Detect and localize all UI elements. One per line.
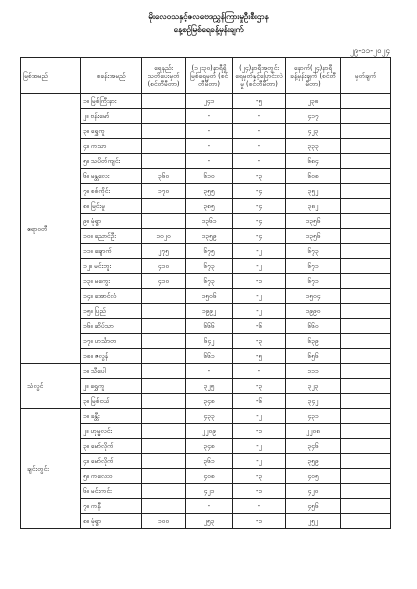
cell-today: ၄၃၃: [186, 409, 233, 424]
cell-station: ၄။ ကသာ: [81, 139, 142, 154]
cell-remark: [341, 304, 391, 319]
cell-today: ၁၉၉၂: [186, 304, 233, 319]
cell-danger: [142, 109, 186, 124]
cell-forecast: ၃၅၉: [286, 454, 341, 469]
cell-remark: [341, 169, 391, 184]
cell-forecast: ၁၉၉၀: [286, 304, 341, 319]
cell-danger: ၁၀၂၀: [142, 229, 186, 244]
document-title: မိုးလေဝသနှင့်ဇလဗေဒညွှန်ကြားမှုဦးစီးဌာန: [148, 12, 269, 21]
cell-change: -၂: [233, 304, 286, 319]
cell-station: ၃။ ရွှေကူ: [81, 124, 142, 139]
cell-forecast: ၆၇၃: [286, 244, 341, 259]
cell-danger: [142, 304, 186, 319]
cell-forecast: ၂၅၂: [286, 514, 341, 529]
cell-danger: ၁၀၀: [142, 514, 186, 529]
cell-today: -: [186, 109, 233, 124]
cell-forecast: ၃၂၃: [286, 379, 341, 394]
cell-change: -၂: [233, 454, 286, 469]
cell-change: -၆: [233, 394, 286, 409]
river-name: ချင်းတွင်း: [21, 409, 81, 529]
cell-station: ၁၈။ ဇလွန်: [81, 349, 142, 364]
cell-change: -၃: [233, 469, 286, 484]
cell-forecast: ၁၁၁: [286, 364, 341, 379]
cell-today: ၂၄၁: [186, 94, 233, 109]
cell-change: -၄: [233, 199, 286, 214]
cell-change: -၄: [233, 184, 286, 199]
cell-remark: [341, 394, 391, 409]
cell-station: ၈။ မြင်းမူ: [81, 199, 142, 214]
cell-remark: [341, 409, 391, 424]
cell-change: -၂: [233, 244, 286, 259]
cell-forecast: ၆၆၀: [286, 319, 341, 334]
cell-danger: ၄၁၀: [142, 259, 186, 274]
cell-danger: [142, 154, 186, 169]
cell-forecast: ၆၀၈: [286, 169, 341, 184]
cell-change: -: [233, 109, 286, 124]
cell-today: ၆၄၂: [186, 334, 233, 349]
cell-remark: [341, 469, 391, 484]
cell-danger: [142, 499, 186, 514]
table-row: [21, 94, 391, 109]
cell-remark: [341, 124, 391, 139]
cell-today: ၃၅၅: [186, 184, 233, 199]
cell-danger: ၄၁၀: [142, 274, 186, 289]
cell-danger: [142, 334, 186, 349]
cell-station: ၅။ သပိတ်ကျင်း: [81, 154, 142, 169]
cell-danger: [142, 454, 186, 469]
cell-forecast: ၃၅၂: [286, 184, 341, 199]
cell-danger: [142, 379, 186, 394]
cell-today: -: [186, 139, 233, 154]
cell-change: -၁: [233, 274, 286, 289]
cell-change: -၅: [233, 94, 286, 109]
cell-station: ၃။ မော်လိုက်: [81, 439, 142, 454]
cell-remark: [341, 94, 391, 109]
cell-today: ၃၂၅: [186, 379, 233, 394]
cell-remark: [341, 274, 391, 289]
cell-station: ၁၇။ ဟင်္သာတ: [81, 334, 142, 349]
cell-station: ၁၃။ မကွေး: [81, 274, 142, 289]
cell-station: ၈။ မုံရွာ: [81, 514, 142, 529]
cell-station: ၂။ ဟုမ္မလင်း: [81, 424, 142, 439]
cell-danger: [142, 469, 186, 484]
cell-station: ၂။ ရွှေကူ: [81, 379, 142, 394]
cell-danger: [142, 439, 186, 454]
cell-forecast: ၄၅၆: [286, 499, 341, 514]
cell-station: ၁၁။ ချောက်: [81, 244, 142, 259]
cell-station: ၁၀။ ညောင်ဦး: [81, 229, 142, 244]
cell-remark: [341, 244, 391, 259]
report-date: ၂၉-၁၁-၂၀၂၄: [349, 46, 390, 55]
cell-today: ၁၃၆၁: [186, 214, 233, 229]
cell-change: -၃: [233, 334, 286, 349]
cell-change: -၅: [233, 349, 286, 364]
cell-today: ၁၃၅၉: [186, 229, 233, 244]
cell-station: ၁၂။ မင်းဘူး: [81, 259, 142, 274]
cell-forecast: ၂၂၀၈: [286, 424, 341, 439]
cell-today: -: [186, 154, 233, 169]
cell-danger: [142, 94, 186, 109]
cell-forecast: ၆၅၆: [286, 349, 341, 364]
cell-remark: [341, 154, 391, 169]
header-station: စခန်းအမည်: [81, 58, 142, 94]
cell-change: -၁: [233, 514, 286, 529]
cell-today: ၆၁၀: [186, 169, 233, 184]
cell-danger: ၃၆၀: [142, 169, 186, 184]
cell-forecast: ၂၃၈: [286, 94, 341, 109]
cell-today: -: [186, 124, 233, 139]
cell-forecast: ၄၀၅: [286, 469, 341, 484]
cell-change: -: [233, 154, 286, 169]
cell-today: -: [186, 364, 233, 379]
cell-station: ၆။ မန္တလေး: [81, 169, 142, 184]
cell-today: ၂၂၀၉: [186, 424, 233, 439]
cell-forecast: ၄၂၃: [286, 124, 341, 139]
cell-today: -: [186, 499, 233, 514]
cell-forecast: ၄၃၁: [286, 409, 341, 424]
cell-danger: [142, 484, 186, 499]
river-name: သံလွင်: [21, 364, 81, 409]
header-current-level: (၁၂း၃၀)နာရီရှိ မြစ်ရေမှတ် (စင်တီမီတာ): [186, 58, 233, 94]
cell-remark: [341, 379, 391, 394]
cell-station: ၁။ မြစ်ကြီးနား: [81, 94, 142, 109]
cell-danger: [142, 214, 186, 229]
header-change: (၂၄)နာရီအတွင်း ရေမှတ်နှင့်ပြောင်းလဲမှု (စင်တီမီတာ): [233, 58, 286, 94]
cell-remark: [341, 334, 391, 349]
cell-danger: ၂၇၅: [142, 244, 186, 259]
cell-danger: [142, 364, 186, 379]
cell-station: ၇။ ကနီ: [81, 499, 142, 514]
cell-change: -၄: [233, 214, 286, 229]
cell-today: ၆၇၃: [186, 274, 233, 289]
cell-danger: [142, 319, 186, 334]
cell-danger: [142, 199, 186, 214]
cell-forecast: ၃၈၂: [286, 199, 341, 214]
header-danger-level: ရေနည်းသတိပေးမှတ် (စင်တီမီတာ): [142, 58, 186, 94]
cell-remark: [341, 139, 391, 154]
cell-remark: [341, 499, 391, 514]
cell-danger: ၁၇၀: [142, 184, 186, 199]
cell-forecast: ၃၄၆: [286, 439, 341, 454]
cell-forecast: ၆၇၁: [286, 259, 341, 274]
cell-forecast: ၁၅၀၄: [286, 289, 341, 304]
cell-danger: [142, 394, 186, 409]
cell-today: ၆၇၃: [186, 259, 233, 274]
cell-station: ၇။ စစ်ကိုင်း: [81, 184, 142, 199]
cell-change: -၂: [233, 439, 286, 454]
cell-today: ၄၂၁: [186, 484, 233, 499]
cell-remark: [341, 349, 391, 364]
cell-forecast: ၆၈၄: [286, 154, 341, 169]
cell-danger: [142, 124, 186, 139]
cell-forecast: ၁၃၅၆: [286, 214, 341, 229]
cell-remark: [341, 199, 391, 214]
forecast-table: [20, 57, 391, 529]
cell-change: -၃: [233, 379, 286, 394]
cell-station: ၅။ ကလေးဝ: [81, 469, 142, 484]
cell-today: ၂၅၃: [186, 514, 233, 529]
cell-remark: [341, 454, 391, 469]
header-row: [21, 58, 391, 94]
table-row: [21, 364, 391, 379]
cell-today: ၆၇၅: [186, 244, 233, 259]
cell-change: -၂: [233, 289, 286, 304]
cell-remark: [341, 214, 391, 229]
river-name: ဧရာဝတီ: [21, 94, 81, 364]
cell-remark: [341, 109, 391, 124]
cell-change: -၂: [233, 409, 286, 424]
cell-forecast: ၃၄၂: [286, 394, 341, 409]
cell-change: -: [233, 139, 286, 154]
cell-danger: [142, 349, 186, 364]
cell-today: ၄၀၈: [186, 469, 233, 484]
cell-remark: [341, 484, 391, 499]
header-remark: မှတ်ချက်: [341, 58, 391, 94]
cell-change: -: [233, 364, 286, 379]
cell-danger: [142, 139, 186, 154]
table-row: [21, 409, 391, 424]
table-body: [21, 94, 391, 529]
header-river: မြစ်အမည်: [21, 58, 81, 94]
cell-remark: [341, 364, 391, 379]
cell-station: ၂။ ဗန်းမော်: [81, 109, 142, 124]
cell-remark: [341, 184, 391, 199]
cell-today: ၆၆၆: [186, 319, 233, 334]
cell-forecast: ၁၃၅၆: [286, 229, 341, 244]
cell-remark: [341, 319, 391, 334]
cell-today: ၆၆၁: [186, 349, 233, 364]
cell-forecast: ၆၃၉: [286, 334, 341, 349]
cell-station: ၃။ မြစ်ငယ်: [81, 394, 142, 409]
cell-change: -၁: [233, 484, 286, 499]
header-forecast: နောက်(၂၄)နာရီ ခန့်မှန်းချက် (စင်တီမီတာ): [286, 58, 341, 94]
cell-today: ၁၅၀၆: [186, 289, 233, 304]
cell-forecast: ၄၂၀: [286, 484, 341, 499]
cell-forecast: ၄၁၇: [286, 109, 341, 124]
cell-today: ၃၆၁: [186, 454, 233, 469]
cell-danger: [142, 424, 186, 439]
cell-change: -၁: [233, 424, 286, 439]
cell-change: -၆: [233, 319, 286, 334]
cell-remark: [341, 424, 391, 439]
cell-today: ၃၈၅: [186, 199, 233, 214]
cell-remark: [341, 289, 391, 304]
cell-today: ၃၄၈: [186, 394, 233, 409]
document-subtitle: နေ့စဉ်မြစ်ရေခန့်မှန်းချက်: [173, 25, 244, 34]
cell-forecast: ၃၃၃: [286, 139, 341, 154]
cell-remark: [341, 259, 391, 274]
cell-station: ၁။ ခန္တီး: [81, 409, 142, 424]
cell-station: ၁၆။ ဆိပ်သာ: [81, 319, 142, 334]
cell-danger: [142, 289, 186, 304]
cell-remark: [341, 439, 391, 454]
cell-station: ၆။ မင်းကင်း: [81, 484, 142, 499]
cell-danger: [142, 409, 186, 424]
cell-forecast: ၆၇၁: [286, 274, 341, 289]
cell-remark: [341, 229, 391, 244]
cell-station: ၁၄။ အောင်လံ: [81, 289, 142, 304]
cell-today: ၃၄၈: [186, 439, 233, 454]
cell-station: ၁။ သီပေါ: [81, 364, 142, 379]
cell-change: -: [233, 499, 286, 514]
cell-remark: [341, 514, 391, 529]
cell-change: -၂: [233, 259, 286, 274]
cell-change: -၄: [233, 229, 286, 244]
cell-change: -၃: [233, 169, 286, 184]
cell-change: -: [233, 124, 286, 139]
cell-station: ၁၅။ ပြည်: [81, 304, 142, 319]
cell-station: ၄။ မော်လိုက်: [81, 454, 142, 469]
cell-station: ၉။ မုံရွာ: [81, 214, 142, 229]
